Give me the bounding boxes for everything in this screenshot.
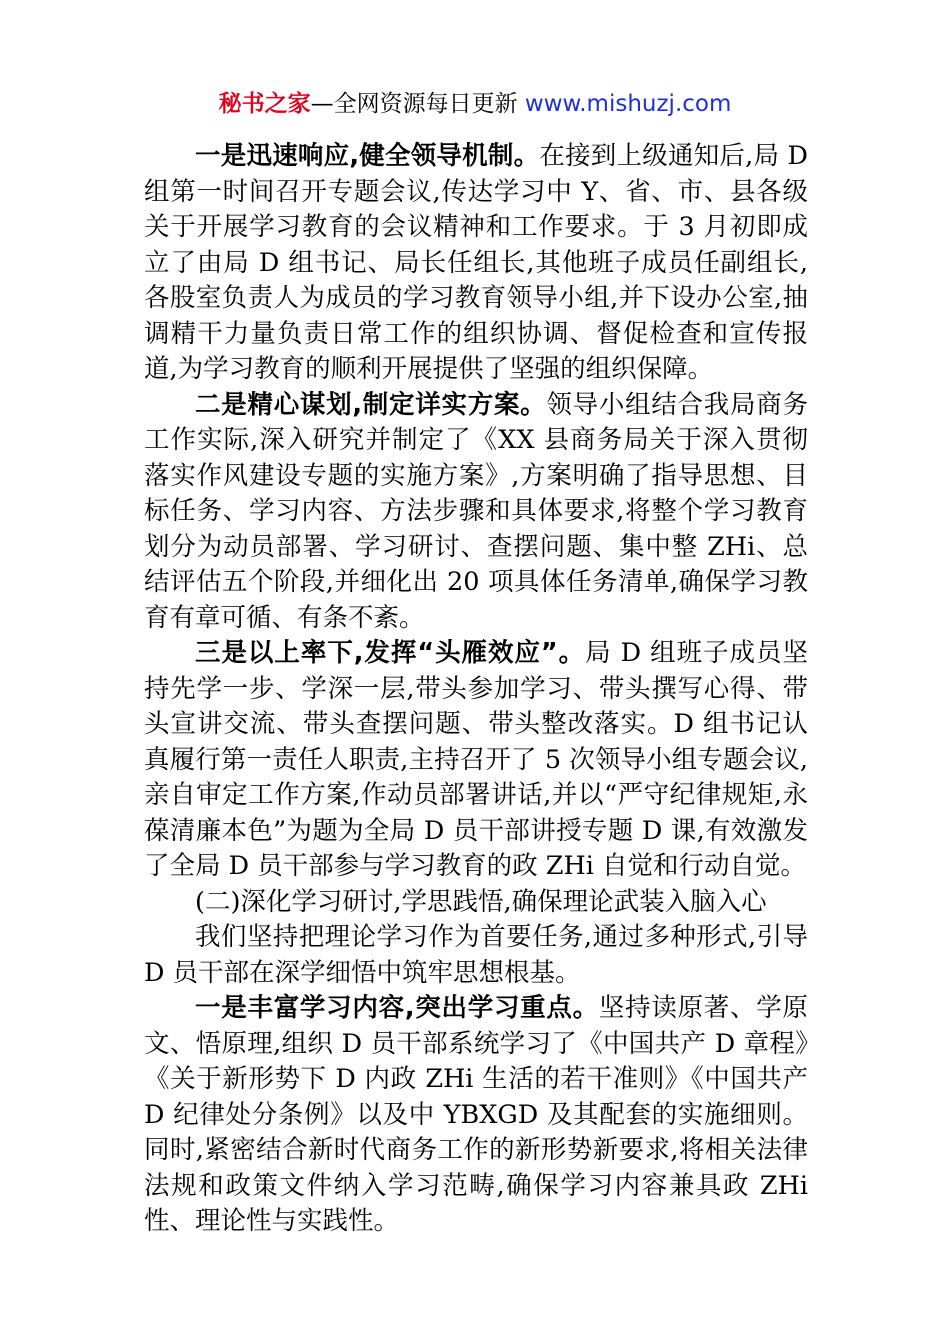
paragraph-1-lead: 一是迅速响应,健全领导机制。: [195, 141, 540, 171]
paragraph-2-lead: 二是精心谋划,制定详实方案。: [195, 389, 547, 420]
paragraph-6-lead: 一是丰富学习内容,突出学习重点。: [195, 993, 599, 1023]
paragraph-1: [144, 139, 808, 388]
paragraph-6-text: 坚持读原著、学原文、悟原理,组织 D 员干部系统学习了《中国共产 D 章程》《关于新形势下 D 内政 ZHi 生活的若干准则》《中国共产 D 纪律处分条例》以及中 YBXGD 及其配套的实施细则。同时,紧密结合新时代商务工作的新形势新要求,将相关法律法规和政策文件纳入学习范畴,确保学习内容兼具政 ZHi 性、理论性与实践性。: [144, 993, 808, 1236]
paragraph-3-text: 局 D 组班子成员坚持先学一步、学深一层,带头参加学习、带头撰写心得、带头宣讲交流、带头查摆问题、带头整改落实。D 组书记认真履行第一责任人职责,主持召开了 5 次领导小组专题会议,亲自审定工作方案,作动员部署讲话,并以“严守纪律规矩,永葆清廉本色”为题为全局 D 员干部讲授专题 D 课,有效激发了全局 D 员干部参与学习教育的政 ZHi 自觉和行动自觉。: [144, 638, 808, 881]
paragraph-3: [144, 636, 808, 885]
site-tagline: —全网资源每日更新: [310, 91, 525, 117]
paragraph-1-text: 在接到上级通知后,局 D 组第一时间召开专题会议,传达学习中 Y、省、市、县各级关于开展学习教育的会议精神和工作要求。于 3 月初即成立了由局 D 组书记、局长任组长,其他班子成员任副组长,各股室负责人为成员的学习教育领导小组,并下设办公室,抽调精干力量负责日常工作的组织协调、督促检查和宣传报道,为学习教育的顺利开展提供了坚强的组织保障。: [144, 141, 808, 384]
section-heading: [144, 885, 808, 921]
paragraph-5-text: 我们坚持把理论学习作为首要任务,通过多种形式,引导 D 员干部在深学细悟中筑牢思想根基。: [144, 922, 808, 988]
site-url[interactable]: www.mishuzj.com: [524, 91, 732, 117]
section-heading-text: (二)深化学习研讨,学思践悟,确保理论武装入脑入心: [195, 886, 767, 917]
paragraph-5: [144, 920, 808, 991]
paragraph-2-text: 领导小组结合我局商务工作实际,深入研究并制定了《XX 县商务局关于深入贯彻落实作风建设专题的实施方案》,方案明确了指导思想、目标任务、学习内容、方法步骤和具体要求,将整个学习教育划分为动员部署、学习研讨、查摆问题、集中整 ZHi、总结评估五个阶段,并细化出 20 项具体任务清单,确保学习教育有章可循、有条不紊。: [144, 389, 808, 633]
site-brand: 秘书之家: [218, 91, 311, 117]
document-body: [144, 139, 808, 1240]
paragraph-3-lead: 三是以上率下,发挥“头雁效应”。: [195, 638, 586, 668]
site-header: [0, 88, 950, 120]
paragraph-6: [144, 991, 808, 1240]
paragraph-2: [144, 388, 808, 637]
